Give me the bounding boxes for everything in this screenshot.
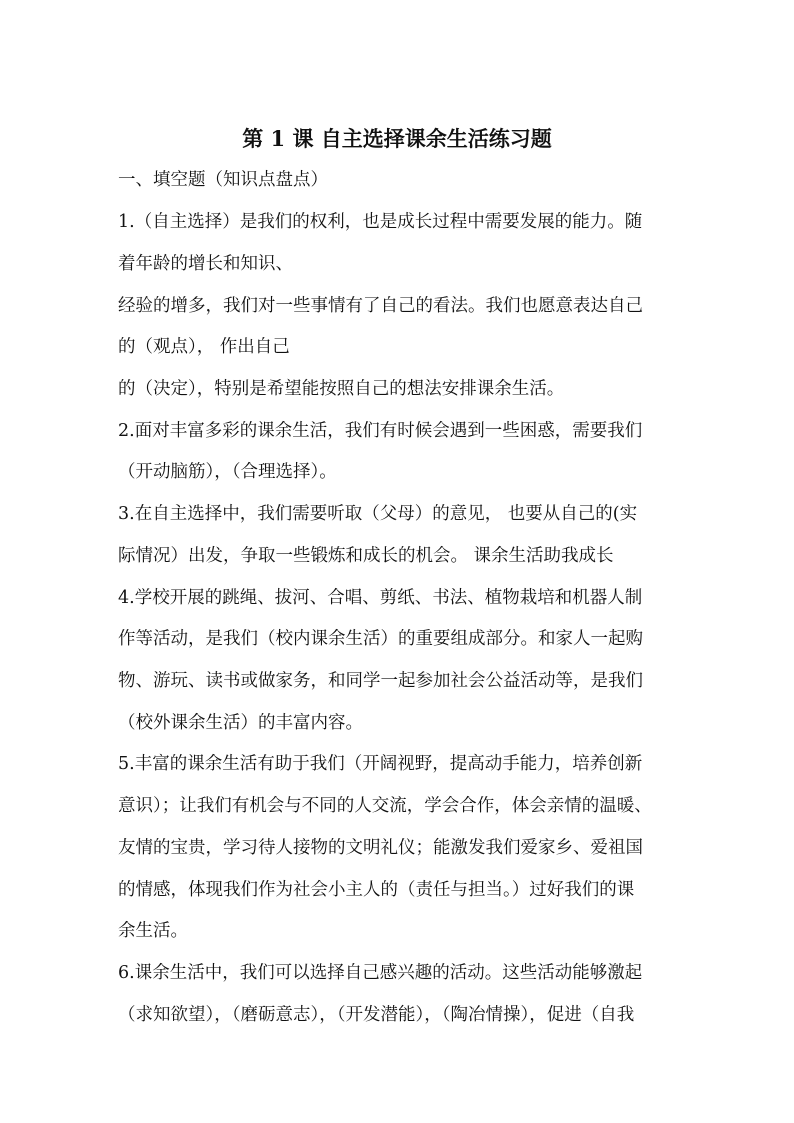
text-line: 际情况）出发，争取一些锻炼和成长的机会。 课余生活助我成长 — [118, 546, 614, 566]
text-line: 的情感，体现我们作为社会小主人的（责任与担当。）过好我们的课 — [118, 880, 635, 900]
section-heading: 一、填空题（知识点盘点） — [118, 170, 328, 190]
text-line: 的（观点）， 作出自己 — [118, 337, 290, 357]
text-line: 3.在自主选择中，我们需要听取（父母）的意见， 也要从自己的(实 — [118, 504, 638, 524]
text-line: 6.课余生活中，我们可以选择自己感兴趣的活动。这些活动能够激起 — [118, 963, 643, 983]
text-line: （校外课余生活）的丰富内容。 — [118, 713, 363, 733]
text-line: 作等活动，是我们（校内课余生活）的重要组成部分。和家人一起购 — [118, 629, 643, 649]
text-line: 经验的增多，我们对一些事情有了自己的看法。我们也愿意表达自己 — [118, 296, 643, 316]
text-line: 友情的宝贵，学习待人接物的文明礼仪；能激发我们爱家乡、爱祖国 — [118, 838, 643, 858]
text-line: 物、游玩、读书或做家务，和同学一起参加社会公益活动等，是我们 — [118, 671, 643, 691]
text-line: 5.丰富的课余生活有助于我们（开阔视野，提高动手能力，培养创新 — [118, 754, 643, 774]
text-line: 4.学校开展的跳绳、拔河、合唱、剪纸、书法、植物栽培和机器人制 — [118, 588, 643, 608]
text-line: （开动脑筋），（合理选择）。 — [118, 462, 337, 482]
page-title: 第 1 课 自主选择课余生活练习题 — [242, 126, 552, 151]
text-line: 余生活。 — [118, 921, 188, 941]
text-line: 着年龄的增长和知识、 — [118, 254, 293, 274]
text-line: 的（决定），特别是希望能按照自己的想法安排课余生活。 — [118, 379, 565, 399]
text-line: 2.面对丰富多彩的课余生活，我们有时候会遇到一些困惑，需要我们 — [118, 421, 643, 441]
text-line: 意识）；让我们有机会与不同的人交流，学会合作，体会亲情的温暖、 — [118, 796, 652, 816]
text-line: 1.（自主选择）是我们的权利，也是成长过程中需要发展的能力。随 — [118, 212, 643, 232]
text-line: （求知欲望），（磨砺意志），（开发潜能），（陶冶情操），促进（自我 — [118, 1005, 635, 1025]
